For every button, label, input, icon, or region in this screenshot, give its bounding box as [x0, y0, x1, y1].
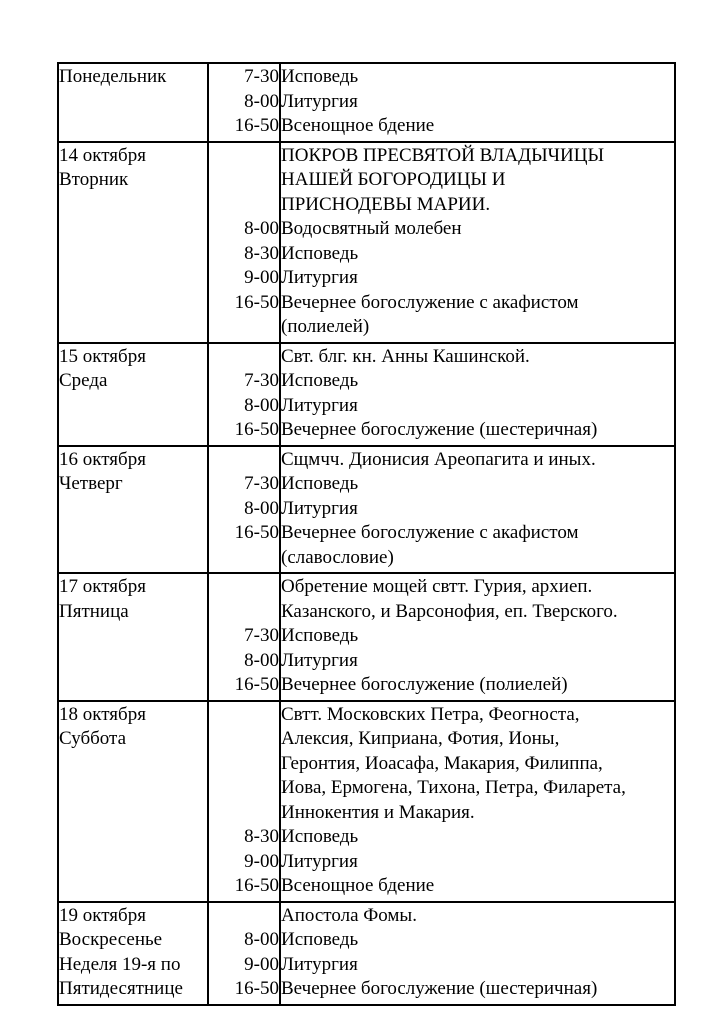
time-value: 8-00	[244, 497, 279, 519]
service-cell	[280, 343, 675, 446]
service-line: Исповедь	[281, 625, 359, 646]
time-value: 16-50	[234, 978, 279, 999]
service-line: Исповедь	[281, 473, 359, 494]
service-line: (славословие)	[281, 546, 394, 568]
time-value	[209, 752, 279, 777]
service-line: Водосвятный молебен	[281, 218, 462, 239]
time-value: 8-00	[244, 929, 279, 950]
day-cell	[58, 573, 208, 701]
service-line: ПРИСНОДЕВЫ МАРИИ.	[281, 193, 491, 215]
service-line: Исповедь	[281, 242, 359, 264]
day-line: 14 октября	[59, 144, 146, 166]
day-line: 18 октября	[59, 703, 146, 725]
service-line: Геронтия, Иоасафа, Макария, Филиппа,	[281, 752, 603, 774]
service-line: Свтт. Московских Петра, Феогноста,	[281, 703, 580, 725]
time-value: 8-00	[244, 649, 279, 671]
time-cell	[208, 701, 280, 902]
service-line: НАШЕЙ БОГОРОДИЦЫ И	[281, 169, 506, 190]
service-cell	[280, 701, 675, 902]
schedule-table	[57, 62, 676, 1006]
time-value	[209, 168, 279, 193]
day-line: Среда	[59, 370, 108, 391]
time-value: 8-00	[244, 394, 279, 416]
service-line: Литургия	[281, 394, 358, 416]
time-value: 8-30	[244, 242, 279, 264]
time-cell	[208, 63, 280, 142]
time-value	[209, 904, 279, 929]
day-line: 19 октября	[59, 904, 146, 926]
table-row	[58, 343, 675, 446]
time-value: 7-30	[244, 66, 279, 87]
service-cell	[280, 446, 675, 574]
day-line: Понедельник	[59, 66, 167, 87]
time-value: 7-30	[244, 473, 279, 494]
service-line: ПОКРОВ ПРЕСВЯТОЙ ВЛАДЫЧИЦЫ	[281, 144, 605, 166]
time-value	[209, 801, 279, 826]
service-line: Иннокентия и Макария.	[281, 801, 475, 823]
service-cell	[280, 63, 675, 142]
service-line: (полиелей)	[281, 316, 370, 337]
time-value: 9-00	[244, 850, 279, 872]
service-line: Вечернее богослужение (полиелей)	[281, 674, 568, 695]
service-line: Литургия	[281, 267, 358, 288]
schedule-table-body	[58, 63, 675, 1005]
time-value	[209, 776, 279, 801]
day-line: Пятидесятнице	[59, 978, 183, 999]
service-line: Всенощное бдение	[281, 875, 435, 896]
time-value	[209, 345, 279, 370]
table-row	[58, 142, 675, 343]
service-cell	[280, 142, 675, 343]
table-row	[58, 63, 675, 142]
service-cell	[280, 902, 675, 1005]
service-line: Исповедь	[281, 826, 359, 847]
day-cell	[58, 142, 208, 343]
service-line: Алексия, Киприана, Фотия, Ионы,	[281, 728, 560, 749]
time-value	[209, 600, 279, 625]
service-line: Вечернее богослужение (шестеричная)	[281, 419, 598, 440]
time-cell	[208, 573, 280, 701]
service-line: Литургия	[281, 497, 358, 519]
time-value	[209, 575, 279, 600]
day-line: Неделя 19-я по	[59, 953, 181, 975]
service-line: Исповедь	[281, 66, 359, 87]
time-value: 8-00	[244, 218, 279, 239]
time-value: 9-00	[244, 953, 279, 975]
time-cell	[208, 343, 280, 446]
table-row	[58, 902, 675, 1005]
service-line: Иова, Ермогена, Тихона, Петра, Филарета,	[281, 777, 626, 798]
day-line: 15 октября	[59, 345, 146, 367]
time-value	[209, 193, 279, 218]
time-cell	[208, 142, 280, 343]
service-line: Вечернее богослужение (шестеричная)	[281, 978, 598, 999]
time-cell	[208, 902, 280, 1005]
day-line: Четверг	[59, 473, 123, 494]
service-line: Свт. блг. кн. Анны Кашинской.	[281, 345, 530, 367]
day-cell	[58, 343, 208, 446]
service-line: Казанского, и Варсонофия, еп. Тверского.	[281, 600, 618, 622]
time-value: 16-50	[234, 291, 279, 313]
day-line: Пятница	[59, 600, 129, 622]
time-cell	[208, 446, 280, 574]
day-line: 16 октября	[59, 448, 146, 470]
service-line: Литургия	[281, 649, 358, 671]
time-value	[209, 144, 279, 169]
time-value: 7-30	[244, 370, 279, 391]
day-cell	[58, 701, 208, 902]
time-value: 16-50	[234, 875, 279, 896]
service-line: Вечернее богослужение с акафистом	[281, 522, 579, 543]
service-cell	[280, 573, 675, 701]
day-line: Суббота	[59, 728, 127, 749]
time-value: 16-50	[234, 674, 279, 695]
day-cell	[58, 446, 208, 574]
service-line: Литургия	[281, 90, 358, 112]
time-value: 9-00	[244, 267, 279, 288]
day-line: 17 октября	[59, 576, 146, 597]
table-row	[58, 701, 675, 902]
time-value	[209, 727, 279, 752]
service-line: Литургия	[281, 953, 358, 975]
time-value	[209, 448, 279, 473]
day-cell	[58, 902, 208, 1005]
service-line: Исповедь	[281, 370, 359, 391]
time-value: 16-50	[234, 419, 279, 440]
day-line: Вторник	[59, 169, 129, 190]
time-value	[209, 546, 279, 571]
day-cell	[58, 63, 208, 142]
time-value: 8-30	[244, 826, 279, 847]
service-line: Литургия	[281, 850, 358, 872]
time-value: 16-50	[234, 115, 279, 136]
service-line: Обретение мощей свтт. Гурия, архиеп.	[281, 576, 593, 597]
service-line: Вечернее богослужение с акафистом	[281, 291, 579, 313]
time-value: 8-00	[244, 90, 279, 112]
time-value: 16-50	[234, 522, 279, 543]
table-row	[58, 573, 675, 701]
service-line: Исповедь	[281, 929, 359, 950]
service-line: Всенощное бдение	[281, 115, 435, 136]
service-line: Апостола Фомы.	[281, 904, 417, 926]
time-value	[209, 703, 279, 728]
time-value	[209, 315, 279, 340]
table-row	[58, 446, 675, 574]
day-line: Воскресенье	[59, 929, 163, 950]
service-line: Сщмчч. Дионисия Ареопагита и иных.	[281, 448, 596, 470]
time-value: 7-30	[244, 625, 279, 646]
